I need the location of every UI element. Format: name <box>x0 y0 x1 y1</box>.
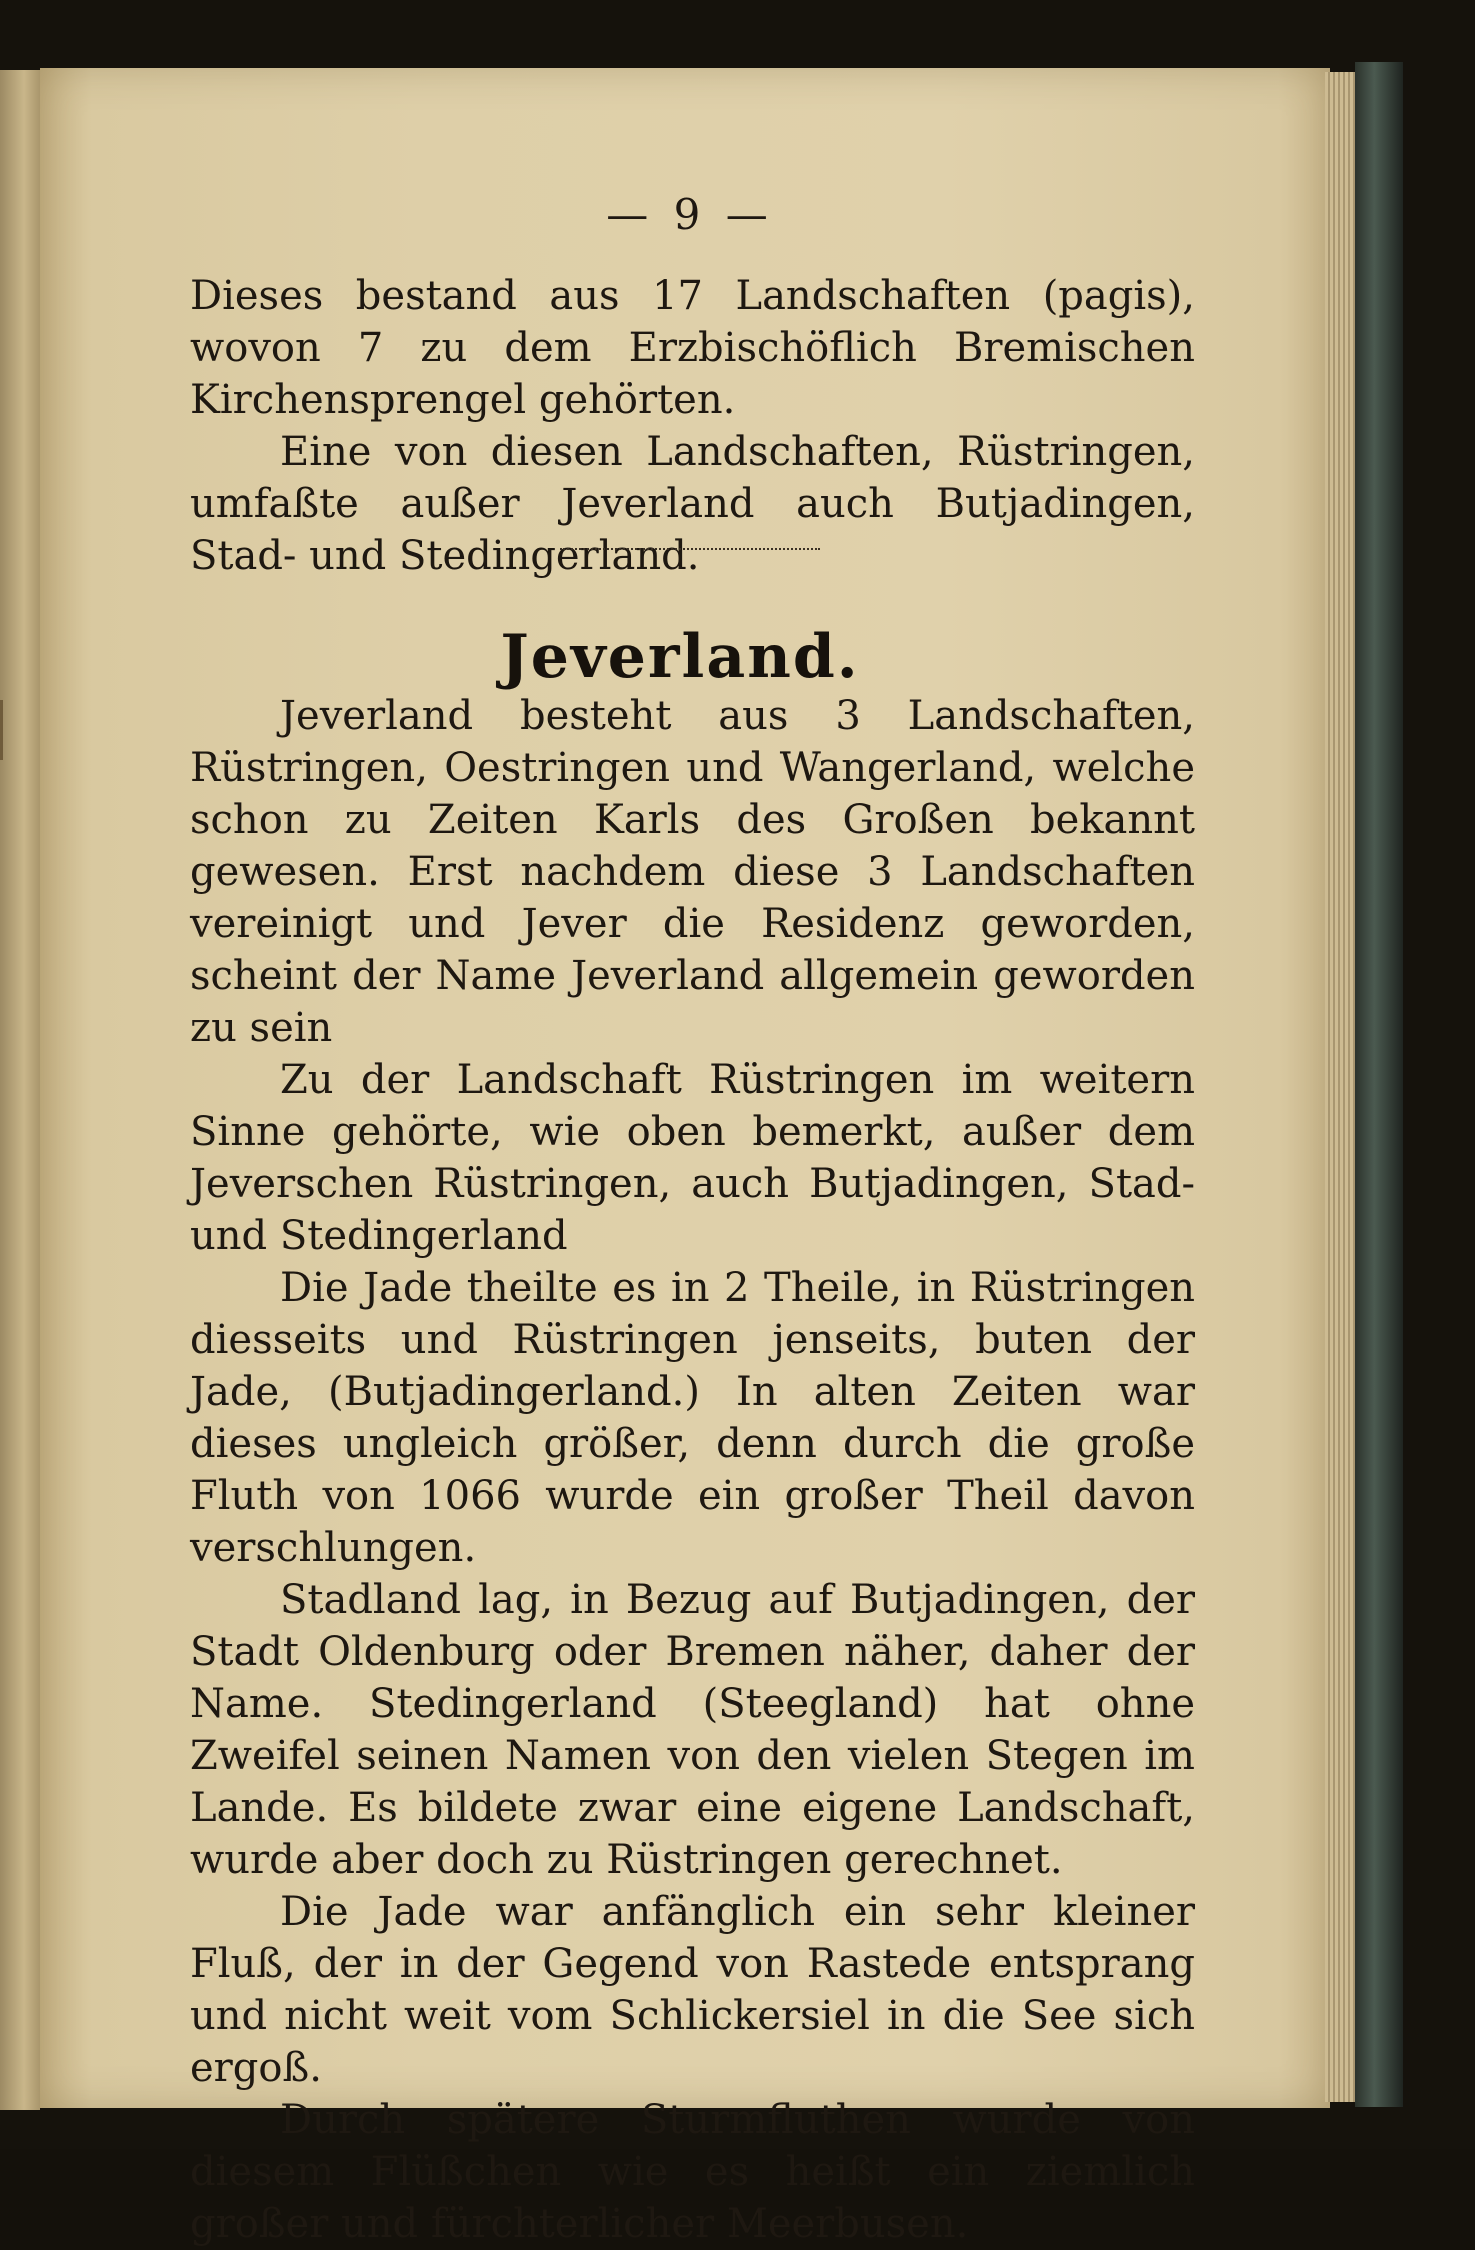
body-paragraph-3: Die Jade theilte es in 2 Theile, in Rüstringen diesseits und Rüstringen jenseits, buten der Jade, (Butjadingerland.) In alten Zeiten war dieses ungleich größer, denn durch die große Fluth von 1066 wurde ein großer Theil davon verschlungen. <box>190 1265 1195 1571</box>
binding-thread <box>0 700 33 760</box>
page-number: — 9 — <box>606 190 774 239</box>
body-paragraph-4: Stadland lag, in Bezug auf Butjadingen, der Stadt Oldenburg oder Bremen näher, daher der Name. Stedingerland (Steegland) hat ohne Zweifel seinen Namen von den vielen Stegen im Lande. Es bildete zwar eine eigene Landschaft, wurde aber doch zu Rüstringen gerechnet. <box>190 1577 1195 1883</box>
left-page-edge <box>0 70 40 2110</box>
intro-paragraph-2: Eine von diesen Landschaften, Rüstringen, umfaßte außer Jeverland auch Butjadingen, Stad- und Stedingerland. <box>190 429 1195 579</box>
body-paragraph-5: Die Jade war anfänglich ein sehr kleiner Fluß, der in der Gegend von Rastede entsprang und nicht weit vom Schlickersiel in die See sich ergoß. <box>190 1889 1195 2091</box>
book-cover-edge <box>1355 62 1403 2107</box>
intro-text <box>190 270 1195 582</box>
body-paragraph-2: Zu der Landschaft Rüstringen im weitern Sinne gehörte, wie oben bemerkt, außer dem Jeverschen Rüstringen, auch Butjadingen, Stad- und Stedingerland <box>190 1057 1195 1259</box>
body-paragraph-1: Jeverland besteht aus 3 Landschaften, Rüstringen, Oestringen und Wangerland, welche schon zu Zeiten Karls des Großen bekannt gewesen. Erst nachdem diese 3 Landschaften vereinigt und Jever die Residenz geworden, scheint der Name Jeverland allgemein geworden zu sein <box>190 693 1195 1051</box>
body-paragraph-6: Durch spätere Sturmfluthen wurde von diesem Flüßchen wie es heißt ein ziemlich großer und fürchterlicher Meerbusen. <box>190 2097 1195 2247</box>
section-divider <box>560 548 820 560</box>
page-stack-edges <box>1325 72 1355 2102</box>
intro-paragraph-1: Dieses bestand aus 17 Landschaften (pagis), wovon 7 zu dem Erzbischöflich Bremischen Kirchensprengel gehörten. <box>190 273 1195 423</box>
body-text <box>190 690 1195 2250</box>
section-title: Jeverland. <box>500 622 860 692</box>
